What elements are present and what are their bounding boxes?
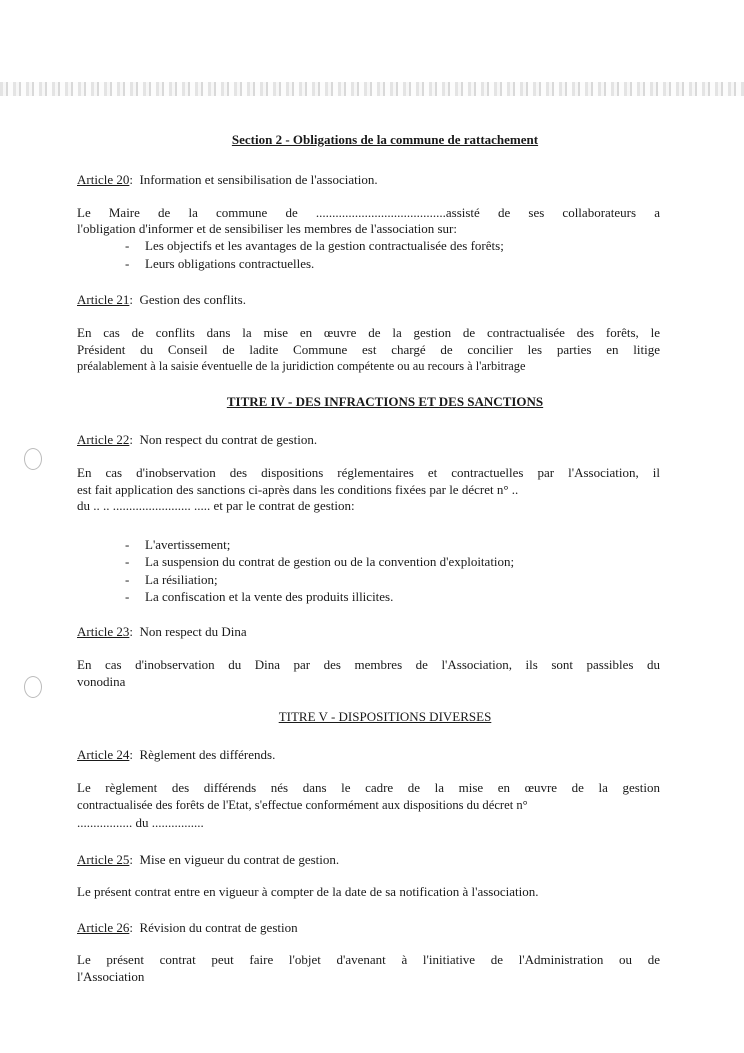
article-label: Article 22 xyxy=(77,432,130,447)
paragraph-line: Le présent contrat entre en vigueur à compter de la date de sa notification à l'association. xyxy=(77,884,539,899)
article-26-heading: Article 26: Révision du contrat de gestion xyxy=(77,920,298,935)
paragraph-line: contractualisée des forêts de l'Etat, s'effectue conformément aux dispositions du décret n° xyxy=(77,798,528,812)
article-title: Gestion des conflits. xyxy=(139,292,246,307)
paragraph-line: l'obligation d'informer et de sensibiliser les membres de l'association sur: xyxy=(77,221,457,236)
list-item-text: La confiscation et la vente des produits illicites. xyxy=(145,589,394,604)
article-25-heading: Article 25: Mise en vigueur du contrat de gestion. xyxy=(77,852,340,867)
article-label: Article 26 xyxy=(77,920,130,935)
paragraph-line: préalablement à la saisie éventuelle de la juridiction compétente ou au recours à l'arbitrage xyxy=(77,359,526,373)
list-item: - La confiscation et la vente des produits illicites. xyxy=(125,589,394,604)
list-item-text: L'avertissement; xyxy=(145,537,231,552)
titre-v-heading: TITRE V - DISPOSITIONS DIVERSES xyxy=(278,709,492,724)
paragraph-line: Le règlement des différends nés dans le cadre de la mise en œuvre de la gestion xyxy=(77,780,660,795)
paragraph-line: vonodina xyxy=(77,674,126,689)
paragraph-line: Le Maire de la commune de ........................................assisté de ses collaborateurs a xyxy=(77,205,660,220)
list-item-text: La résiliation; xyxy=(145,572,218,587)
section-title: Section 2 - Obligations de la commune de rattachement xyxy=(231,132,539,147)
article-label: Article 24 xyxy=(77,747,130,762)
article-23-heading: Article 23: Non respect du Dina xyxy=(77,624,247,639)
article-label: Article 23 xyxy=(77,624,130,639)
list-item-text: La suspension du contrat de gestion ou de la convention d'exploitation; xyxy=(145,554,515,569)
article-24-heading: Article 24: Règlement des différends. xyxy=(77,747,276,762)
paragraph-line: du .. .. ........................ ..... et par le contrat de gestion: xyxy=(77,498,355,513)
article-label: Article 25 xyxy=(77,852,130,867)
titre-iv-heading: TITRE IV - DES INFRACTIONS ET DES SANCTIONS xyxy=(226,394,544,409)
article-21-heading: Article 21: Gestion des conflits. xyxy=(77,292,246,307)
list-item-text: Leurs obligations contractuelles. xyxy=(145,256,315,271)
paragraph-line: est fait application des sanctions ci-après dans les conditions fixées par le décret n° .. xyxy=(77,482,519,497)
list-item-text: Les objectifs et les avantages de la gestion contractualisée des forêts; xyxy=(145,238,504,253)
scan-artifact xyxy=(0,82,744,96)
punch-hole xyxy=(24,448,42,470)
article-label: Article 20 xyxy=(77,172,130,187)
paragraph-line: Président du Conseil de ladite Commune est chargé de concilier les parties en litige xyxy=(77,342,660,357)
list-item: - La résiliation; xyxy=(125,572,218,587)
paragraph-line: Le présent contrat peut faire l'objet d'avenant à l'initiative de l'Administration ou de xyxy=(77,952,660,967)
article-title: Règlement des différends. xyxy=(139,747,276,762)
article-title: Révision du contrat de gestion xyxy=(139,920,298,935)
article-title: Information et sensibilisation de l'association. xyxy=(139,172,378,187)
article-label: Article 21 xyxy=(77,292,130,307)
paragraph-line: En cas d'inobservation du Dina par des membres de l'Association, ils sont passibles du xyxy=(77,657,660,672)
paragraph-line: l'Association xyxy=(77,969,145,984)
article-title: Non respect du contrat de gestion. xyxy=(139,432,318,447)
article-title: Non respect du Dina xyxy=(139,624,247,639)
paragraph-line: En cas de conflits dans la mise en œuvre de la gestion de contractualisée des forêts, le xyxy=(77,325,660,340)
paragraph-line: ................. du ................ xyxy=(77,815,204,830)
list-item: - La suspension du contrat de gestion ou de la convention d'exploitation; xyxy=(125,554,515,569)
article-22-heading: Article 22: Non respect du contrat de gestion. xyxy=(77,432,318,447)
list-item: - Les objectifs et les avantages de la gestion contractualisée des forêts; xyxy=(125,238,504,253)
paragraph-line: En cas d'inobservation des dispositions réglementaires et contractuelles par l'Association, il xyxy=(77,465,660,480)
list-item: - L'avertissement; xyxy=(125,537,231,552)
punch-hole xyxy=(24,676,42,698)
article-20-heading: Article 20: Information et sensibilisation de l'association. xyxy=(77,172,378,187)
list-item: - Leurs obligations contractuelles. xyxy=(125,256,315,271)
article-title: Mise en vigueur du contrat de gestion. xyxy=(139,852,340,867)
